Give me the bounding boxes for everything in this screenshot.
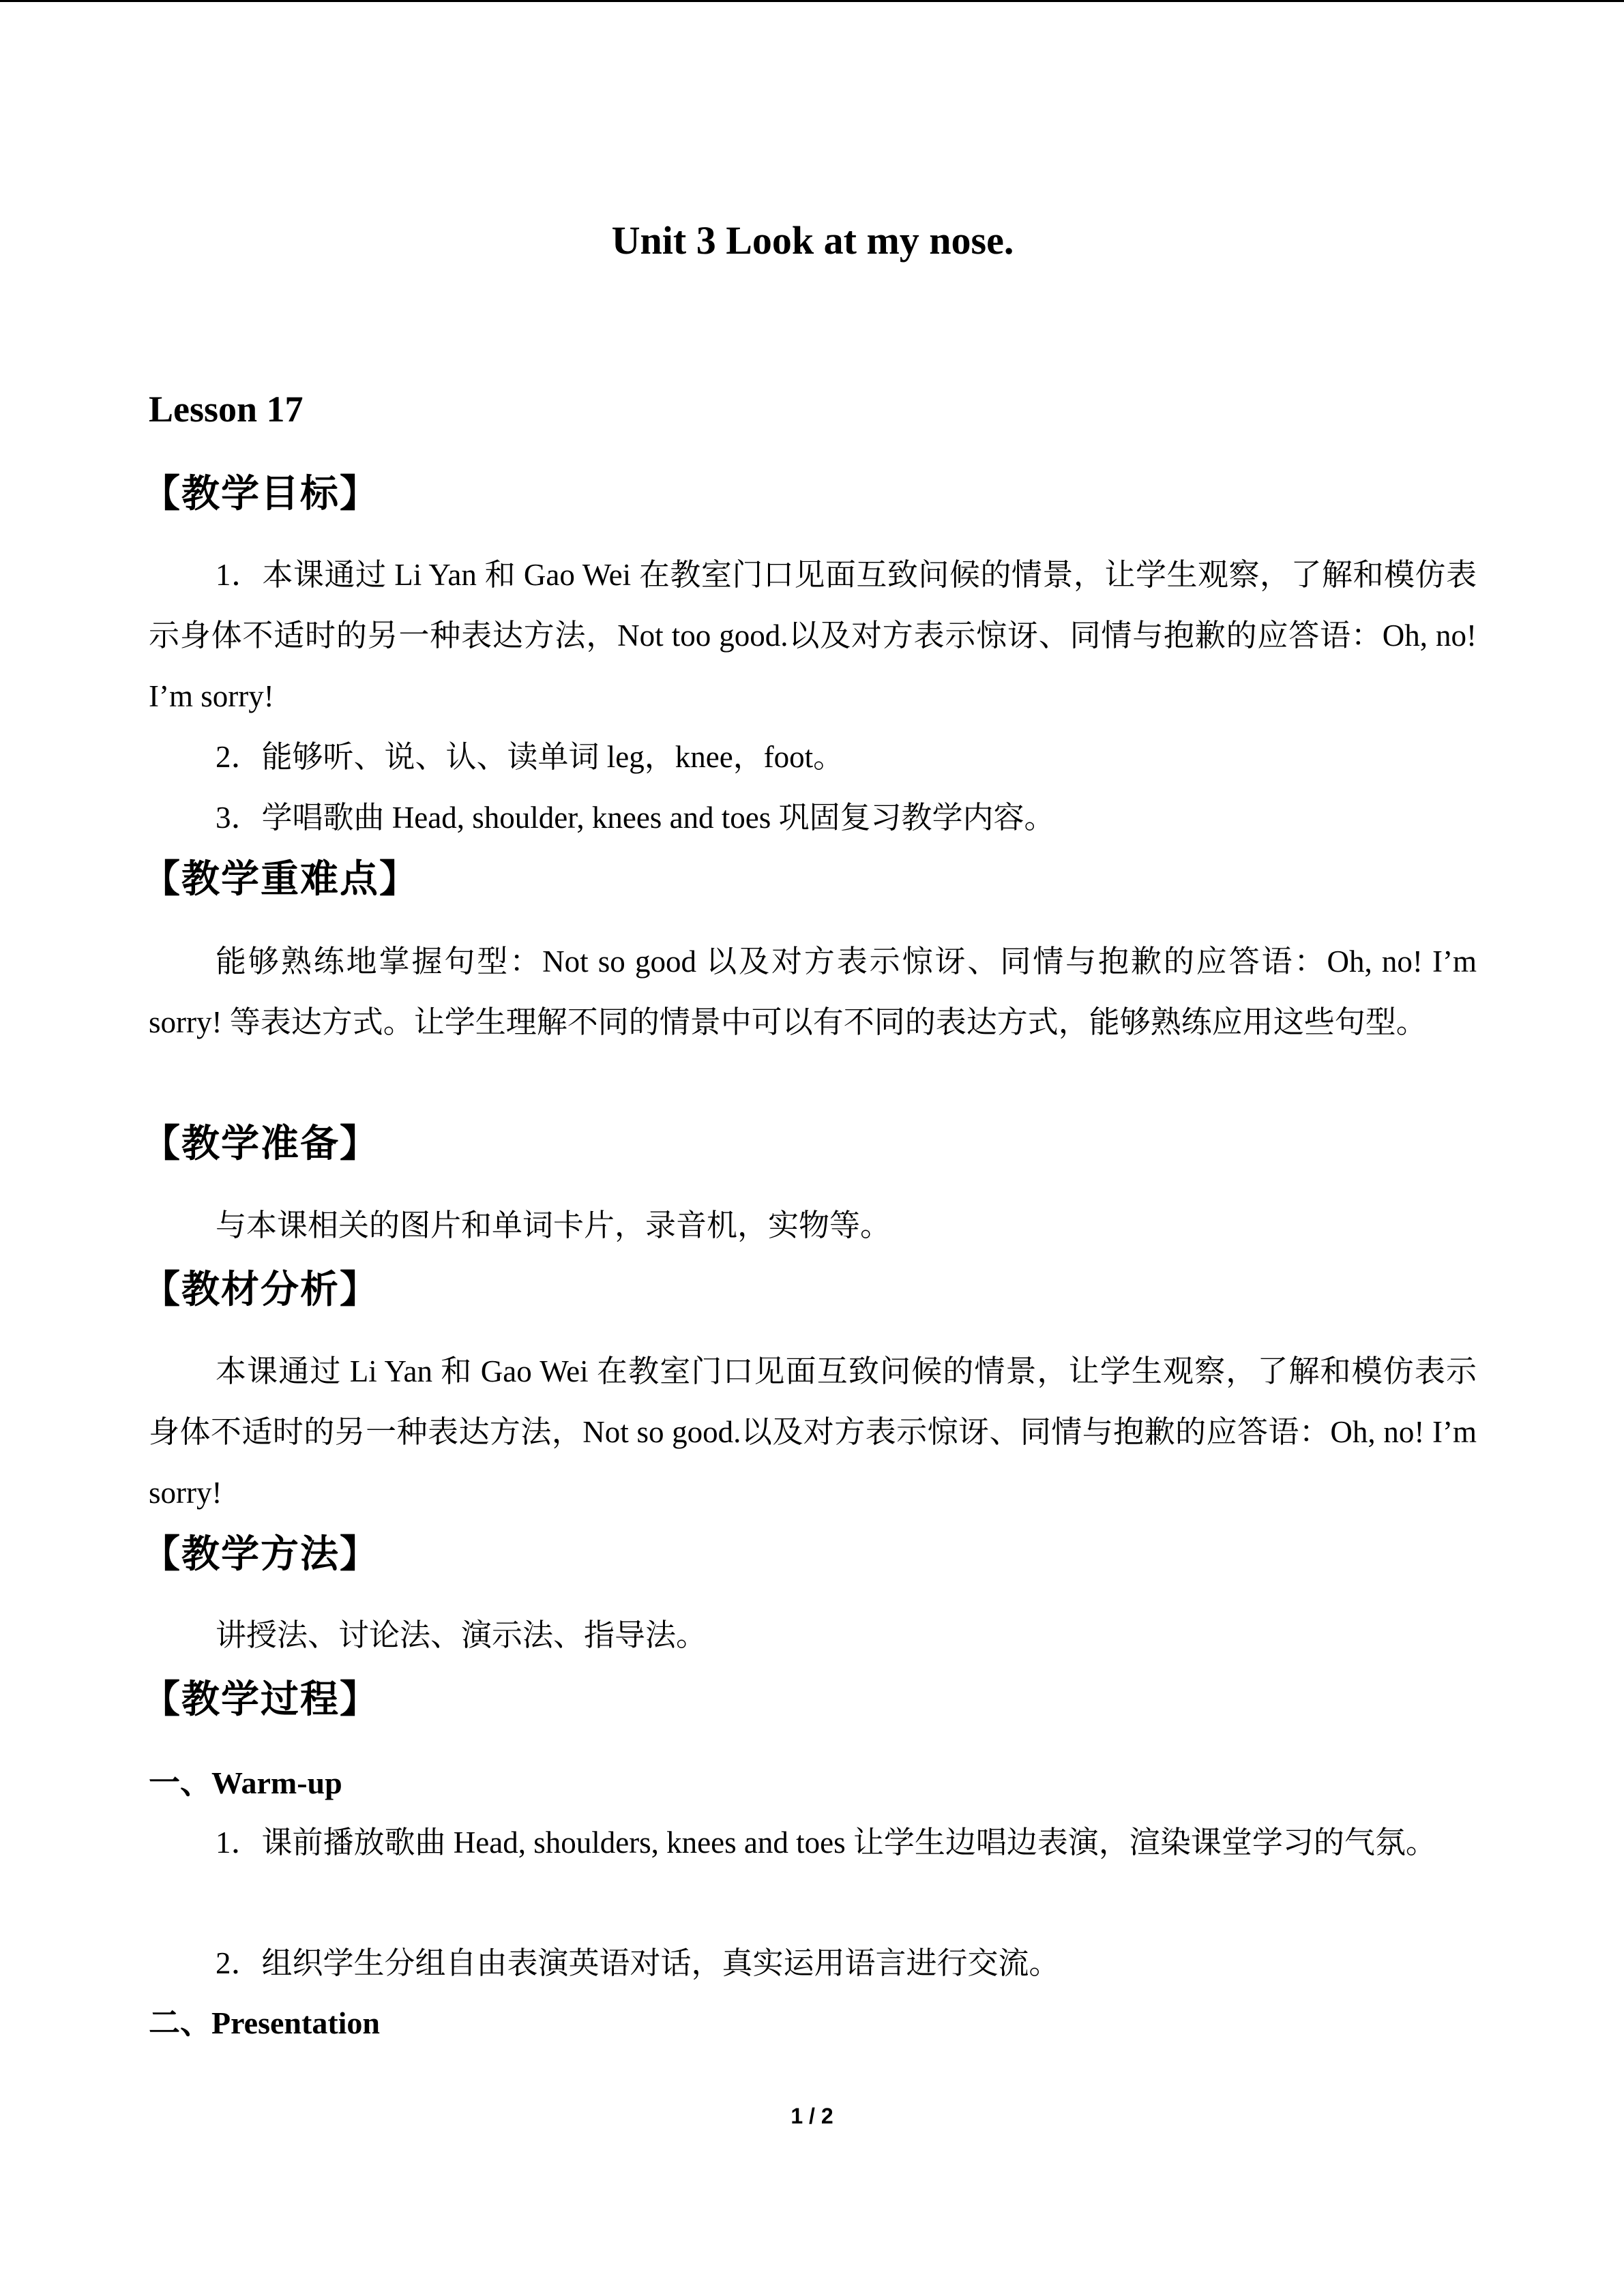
process-presentation-heading: 二、Presentation (149, 2006, 381, 2040)
objective-item-3: 3．学唱歌曲 Head, shoulder, knees and toes 巩固复习教学内容。 (216, 801, 1055, 835)
section-heading-analysis: 【教材分析】 (142, 1268, 379, 1312)
page-top-border (0, 0, 1624, 2)
page-number: 1 / 2 (791, 2104, 833, 2128)
methods-text: 讲授法、讨论法、演示法、指导法。 (216, 1618, 707, 1652)
analysis-text: 本课通过 Li Yan 和 Gao Wei 在教室门口见面互致问候的情景，让学生观察，了解和模仿表示身体不适时的另一种表达方法，Not so good.以及对方表示惊讶、同情与抱歉的应答语：Oh, no! I’m sorry! (149, 1354, 1477, 1510)
section-heading-key-points: 【教学重难点】 (142, 857, 419, 901)
preparation-text: 与本课相关的图片和单词卡片，录音机，实物等。 (216, 1208, 891, 1242)
objective-item-2: 2．能够听、说、认、读单词 leg，knee，foot。 (216, 740, 844, 774)
section-heading-objectives: 【教学目标】 (142, 472, 379, 516)
section-heading-process: 【教学过程】 (142, 1678, 379, 1722)
section-heading-preparation: 【教学准备】 (142, 1122, 379, 1166)
objective-item-1: 1．本课通过 Li Yan 和 Gao Wei 在教室门口见面互致问候的情景，让学生观察，了解和模仿表示身体不适时的另一种表达方法，Not too good.以及对方表示惊讶、同情与抱歉的应答语：Oh, no! I’m sorry! (149, 558, 1477, 713)
warmup-item-2: 2．组织学生分组自由表演英语对话，真实运用语言进行交流。 (216, 1946, 1060, 1980)
lesson-label: Lesson 17 (149, 389, 304, 430)
document-title: Unit 3 Look at my nose. (611, 218, 1014, 263)
key-points-text: 能够熟练地掌握句型：Not so good 以及对方表示惊讶、同情与抱歉的应答语：Oh, no! I’m sorry! 等表达方式。让学生理解不同的情景中可以有不同的表达方式，能够熟练应用这些句型。 (149, 944, 1477, 1039)
section-heading-methods: 【教学方法】 (142, 1532, 379, 1577)
warmup-item-1: 1．课前播放歌曲 Head, shoulders, knees and toes 让学生边唱边表演，渲染课堂学习的气氛。 (216, 1825, 1436, 1860)
process-warmup-heading: 一、Warm-up (149, 1765, 342, 1800)
